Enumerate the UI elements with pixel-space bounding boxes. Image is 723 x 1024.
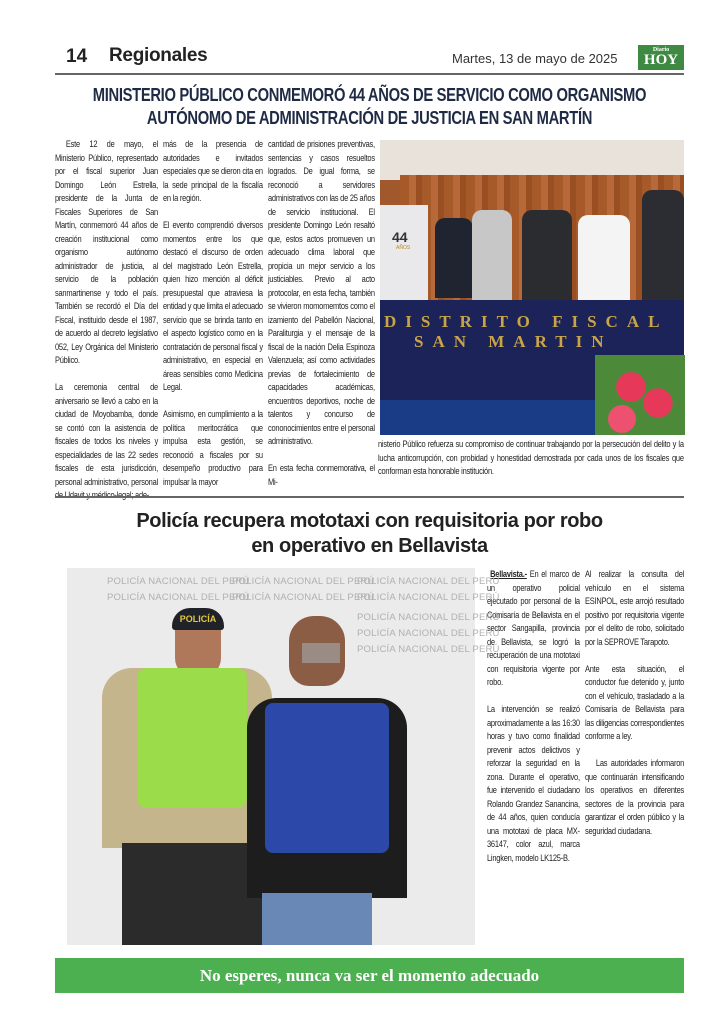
wall-text: POLICÍA NACIONAL DEL PERÚ	[232, 592, 375, 603]
paragraph: cantidad de prisiones preventivas, sentencias y casos resueltos logrados. De igual forma, se reconoció a servidores administrativos con las de 25 años de servicio institucional. El presidente Domingo León resaltó que, estos actos promueven un adecuado clima laboral que propicia un mejor servicio a los justiciables. Previo al acto protocolar, en esta fecha, también se vivieron momomemtos como el izamiento del Pabellón Nacional, Paraliturgia y el mensaje de la fiscal de la nación Delia Espinoza Valenzuela; así como actividades previas de fortalecimiento de capacidades académicas, encuentros deportivos, noche de talentos y concurso de cononocimientos entre el personal administrativo.	[268, 139, 375, 447]
article2-column-2	[585, 568, 684, 838]
issue-date: Martes, 13 de mayo de 2025	[452, 51, 618, 66]
banner-sub: AÑOS	[396, 245, 411, 251]
article1-headline	[55, 84, 684, 130]
dateline: Bellavista.-	[490, 569, 527, 580]
paragraph: Este 12 de mayo, el Ministerio Público, representado por el fiscal superior Juan Domingo León Estrella, presidente de la Junta de Fiscales Superiores de San Martín, conmemoró 44 años de creación institucional como organismo autónomo administrador de justicia, al servicio de la población sanmartinense y todo el país. También se recordó el Día del Fiscal, instituido desde el 1987, de acuerdo al decreto legislativo 052, Ley Orgánica del Ministerio Público.	[55, 139, 158, 366]
paragraph: El evento comprendió diversos momentos entre los que destacó el discurso de orden del magistrado León Estrella, quien hizo mención al déficit presupuestal que atraviesa la entidad y que limita el adecuado servicio que se brinda tanto en el aspecto logístico como en la contratación de personal fiscal y administrativo, en especial en áreas sensibles como Medicina Legal.	[163, 220, 263, 393]
police-cap: POLICÍA	[172, 608, 224, 630]
article1-continuation: nisterio Público refuerza su compromiso de continuar trabajando por la persecución del delito y la lucha anticorrupción, con probidad y honestidad demostrada por cada unos de los fiscales que conforman esta honorable institución.	[378, 439, 684, 477]
anniversary-banner	[380, 205, 428, 315]
paragraph: En esta fecha conmemorativa, el Mi-	[268, 463, 375, 488]
paragraph: Ante esta situación, el conductor fue detenido y, junto con el vehículo, trasladado a la Comisaría de Bellavista para las diligencias correspondientes conforme a ley.	[585, 663, 685, 742]
paragraph: La ceremonia central de aniversario se llevó a cabo en la ciudad de Moyobamba, donde se contó con la asistencia de fiscales de todos los niveles y especialidades de las 22 sedes fiscales de esta jurisdicción, personal administrativo, personal	[55, 382, 158, 488]
wall-text: POLICÍA NACIONAL DEL PERÚ	[357, 612, 500, 623]
wall-text: POLICÍA NACIONAL DEL PERÚ	[232, 576, 375, 587]
newspaper-logo	[638, 45, 684, 70]
article2-headline	[55, 509, 684, 559]
paragraph: más de la presencia de autoridades e invitados especiales que se dieron cita en la sede principal de la fiscalía en la región.	[163, 139, 263, 204]
police-photo	[67, 568, 500, 945]
headline-line: AUTÓNOMO DE ADMINISTRACIÓN DE JUSTICIA EN SAN MARTÍN	[146, 108, 593, 128]
header-divider	[55, 73, 684, 75]
ceremony-photo	[380, 140, 684, 433]
section-title: Regionales	[109, 45, 208, 66]
headline-line: Policía recupera mototaxi con requisitoria por robo	[136, 510, 603, 532]
article1-column-1	[55, 138, 158, 503]
wall-text: POLICÍA NACIONAL DEL PERÚ	[357, 592, 500, 603]
paragraph: Al realizar la consulta del vehículo en el sistema ESINPOL, este arrojó resultado positivo por requisitoria vigente por el delito de robo, solicitado por la SEPROVE Tarapoto.	[585, 569, 685, 648]
paragraph: Las autoridades informaron que continuarán intensificando los operativos en diferentes sectores de la provincia para garantizar el orden público y la seguridad ciudadana.	[585, 758, 685, 837]
headline-line: en operativo en Bellavista	[251, 535, 488, 557]
logo-big-text: HOY	[643, 52, 679, 68]
article-divider	[55, 496, 684, 498]
article1-column-2	[163, 138, 263, 489]
page-number: 14	[66, 46, 88, 67]
banner-number: 44	[392, 229, 408, 245]
article1-column-3	[268, 138, 375, 489]
table-text: SAN MARTIN	[414, 332, 613, 351]
wall-text: POLICÍA NACIONAL DEL PERÚ	[107, 592, 250, 603]
table-text: DISTRITO FISCAL	[384, 312, 669, 331]
article2-column-1	[487, 568, 580, 865]
headline-line: MINISTERIO PÚBLICO CONMEMORÓ 44 AÑOS DE SERVICIO COMO ORGANISMO	[92, 85, 647, 105]
logo-small-text: Diario	[652, 47, 670, 53]
paragraph: Asimismo, en cumplimiento a la política meritocrática que impulsa esta gestión, se reconoció a fiscales por su desempeño productivo para impulsar la mayor	[163, 409, 263, 488]
wall-text: POLICÍA NACIONAL DEL PERÚ	[357, 576, 500, 587]
paragraph: La intervención se realizó aproximadamente a las 16:30 horas y tuvo como finalidad prevenir actos delictivos y reforzar la seguridad en la zona. Durante el operativo, fue intervenido el ciudadano Rolando Grandez Sanancina, de 44 años, quien conducía una mototaxi de placa MX-36147, color azul, marca Lingken, modelo LK125-B.	[487, 704, 580, 864]
wall-text: POLICÍA NACIONAL DEL PERÚ	[357, 628, 500, 639]
footer-banner: No esperes, nunca va ser el momento adecuado	[55, 958, 684, 993]
blurred-face	[302, 643, 340, 663]
flower-arrangement	[595, 355, 685, 435]
wall-text: POLICÍA NACIONAL DEL PERÚ	[357, 644, 500, 655]
paragraph: En el marco de un operativo policial ejecutado por personal de la Comisaría de Bellavista en el sector Sangapilla, provincia de Bellavista, se logró la recuperación de una mototaxi con requisitoria vigente por robo.	[487, 569, 580, 688]
wall-text: POLICÍA NACIONAL DEL PERÚ	[107, 576, 250, 587]
